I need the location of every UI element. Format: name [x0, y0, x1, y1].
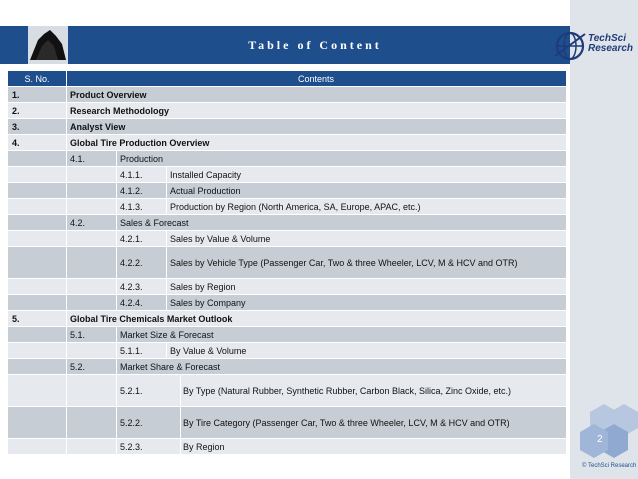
row-text: Actual Production — [170, 185, 241, 196]
row-text: Sales by Value & Volume — [170, 233, 271, 244]
row-text: Production — [120, 153, 164, 164]
row-text: Production by Region (North America, SA, Europe, APAC, etc.) — [170, 201, 421, 212]
table-row — [8, 375, 566, 407]
table-row — [8, 231, 566, 247]
row-number: 4.2.1. — [120, 233, 143, 244]
table-of-contents — [8, 71, 566, 455]
col-header-sno: S. No. — [24, 73, 50, 84]
row-number: 4.2.2. — [120, 257, 143, 268]
table-row — [8, 103, 566, 119]
row-number: 4.2. — [70, 217, 86, 228]
row-number: 4. — [12, 137, 20, 148]
tire-chemicals-image — [28, 26, 68, 64]
row-number: 4.2.3. — [120, 281, 143, 292]
col-header-contents: Contents — [297, 73, 335, 84]
row-number: 5.1. — [70, 329, 86, 340]
page-number: 2 — [597, 434, 603, 445]
page-title: Table of Content — [248, 38, 382, 52]
row-number: 5.2.3. — [120, 441, 143, 452]
row-number: 5.2.1. — [120, 385, 143, 396]
row-text: Installed Capacity — [170, 169, 242, 180]
row-number: 5.2. — [70, 361, 86, 372]
logo-line-1: TechSci — [588, 33, 626, 44]
row-text: By Tire Category (Passenger Car, Two & three Wheeler, LCV, M & HCV and OTR) — [183, 417, 510, 428]
row-text: By Region — [183, 441, 225, 452]
row-number: 4.1.3. — [120, 201, 143, 212]
row-text: Sales by Company — [170, 297, 246, 308]
table-row — [8, 279, 566, 295]
table-row — [8, 215, 566, 231]
row-number: 2. — [12, 105, 20, 116]
globe-icon — [552, 26, 592, 66]
row-text: Market Share & Forecast — [120, 361, 221, 372]
row-text: By Value & Volume — [170, 345, 247, 356]
header-bar — [0, 26, 570, 64]
table-row — [8, 183, 566, 199]
row-number: 4.1.2. — [120, 185, 143, 196]
row-number: 5. — [12, 313, 20, 324]
table-row — [8, 327, 566, 343]
row-number: 4.1.1. — [120, 169, 143, 180]
table-row — [8, 343, 566, 359]
row-text: Global Tire Production Overview — [70, 137, 210, 148]
table-row — [8, 167, 566, 183]
row-text: Market Size & Forecast — [120, 329, 214, 340]
row-text: Product Overview — [70, 89, 147, 100]
table-row — [8, 359, 566, 375]
table-row — [8, 135, 566, 151]
row-number: 5.2.2. — [120, 417, 143, 428]
table-header-row — [8, 71, 566, 87]
table-row — [8, 247, 566, 279]
row-number: 3. — [12, 121, 20, 132]
row-text: By Type (Natural Rubber, Synthetic Rubber, Carbon Black, Silica, Zinc Oxide, etc.) — [183, 385, 511, 396]
row-text: Research Methodology — [70, 105, 170, 116]
table-row — [8, 407, 566, 439]
table-row — [8, 151, 566, 167]
row-text: Sales by Region — [170, 281, 236, 292]
table-row — [8, 119, 566, 135]
table-row — [8, 311, 566, 327]
table-row — [8, 199, 566, 215]
copyright: © TechSci Research — [582, 463, 637, 469]
row-number: 1. — [12, 89, 20, 100]
row-number: 4.2.4. — [120, 297, 143, 308]
table-row — [8, 87, 566, 103]
row-number: 5.1.1. — [120, 345, 143, 356]
hexagon-decoration — [570, 0, 638, 479]
row-text: Analyst View — [70, 121, 126, 132]
row-text: Sales by Vehicle Type (Passenger Car, Two & three Wheeler, LCV, M & HCV and OTR) — [170, 257, 518, 268]
row-text: Global Tire Chemicals Market Outlook — [70, 313, 233, 324]
row-text: Sales & Forecast — [120, 217, 189, 228]
table-row — [8, 439, 566, 455]
row-number: 4.1. — [70, 153, 86, 164]
table-row — [8, 295, 566, 311]
logo-line-2: Research — [588, 43, 634, 54]
logo-text — [588, 34, 633, 54]
right-side-panel — [570, 0, 638, 479]
